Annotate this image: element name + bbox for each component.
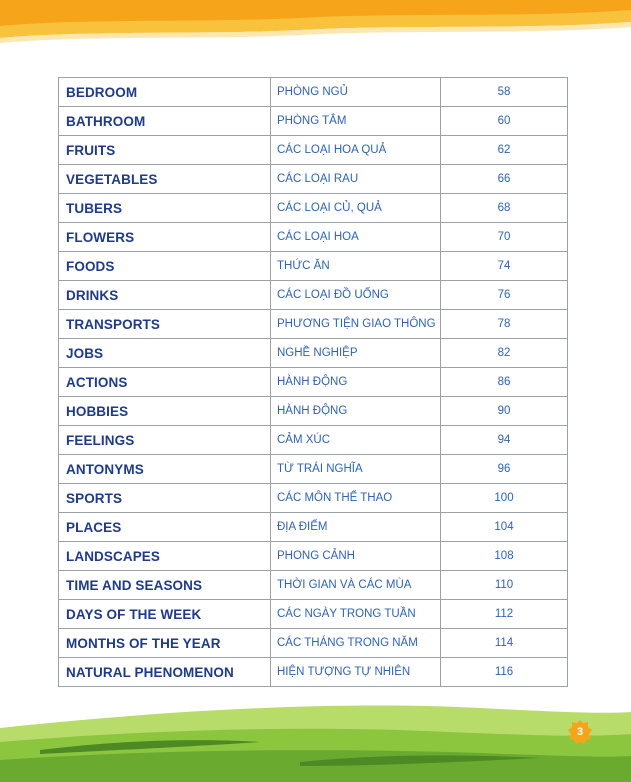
toc-vietnamese: CÁC LOẠI HOA: [271, 223, 441, 252]
toc-row: [59, 78, 568, 107]
toc-topic: TIME AND SEASONS: [59, 571, 271, 600]
toc-vietnamese: CÁC LOẠI ĐỒ UỐNG: [271, 281, 441, 310]
toc-row: [59, 658, 568, 687]
toc-page-number: 60: [441, 107, 568, 136]
toc-page-number: 76: [441, 281, 568, 310]
toc-row: [59, 165, 568, 194]
toc-row: [59, 107, 568, 136]
toc-topic: FLOWERS: [59, 223, 271, 252]
toc-topic: NATURAL PHENOMENON: [59, 658, 271, 687]
toc-page-number: 116: [441, 658, 568, 687]
toc-topic: ANTONYMS: [59, 455, 271, 484]
toc-vietnamese: PHƯƠNG TIỆN GIAO THÔNG: [271, 310, 441, 339]
toc-topic: LANDSCAPES: [59, 542, 271, 571]
toc-topic: BEDROOM: [59, 78, 271, 107]
toc-topic: PLACES: [59, 513, 271, 542]
toc-row: [59, 426, 568, 455]
toc-page-number: 78: [441, 310, 568, 339]
toc-vietnamese: CÁC LOẠI CỦ, QUẢ: [271, 194, 441, 223]
toc-page-number: 110: [441, 571, 568, 600]
toc-page-number: 114: [441, 629, 568, 658]
toc-row: [59, 484, 568, 513]
toc-topic: DAYS OF THE WEEK: [59, 600, 271, 629]
toc-topic: TUBERS: [59, 194, 271, 223]
toc-vietnamese: ĐỊA ĐIỂM: [271, 513, 441, 542]
toc-page-number: 62: [441, 136, 568, 165]
toc-page-number: 70: [441, 223, 568, 252]
toc-topic: BATHROOM: [59, 107, 271, 136]
toc-vietnamese: CÁC LOẠI RAU: [271, 165, 441, 194]
toc-vietnamese: CÁC THÁNG TRONG NĂM: [271, 629, 441, 658]
toc-topic: DRINKS: [59, 281, 271, 310]
toc-page-number: 108: [441, 542, 568, 571]
toc-vietnamese: HÀNH ĐỘNG: [271, 397, 441, 426]
toc-row: [59, 571, 568, 600]
toc-vietnamese: HÀNH ĐỘNG: [271, 368, 441, 397]
toc-row: [59, 455, 568, 484]
toc-page-number: 112: [441, 600, 568, 629]
toc-row: [59, 252, 568, 281]
toc-topic: SPORTS: [59, 484, 271, 513]
toc-row: [59, 368, 568, 397]
toc-vietnamese: PHÒNG TẮM: [271, 107, 441, 136]
toc-page-number: 96: [441, 455, 568, 484]
toc-vietnamese: THỨC ĂN: [271, 252, 441, 281]
toc-page-number: 90: [441, 397, 568, 426]
toc-vietnamese: CÁC LOẠI HOA QUẢ: [271, 136, 441, 165]
toc-page-number: 68: [441, 194, 568, 223]
toc-topic: JOBS: [59, 339, 271, 368]
toc-topic: FRUITS: [59, 136, 271, 165]
toc-row: [59, 223, 568, 252]
toc-page-number: 66: [441, 165, 568, 194]
toc-topic: FOODS: [59, 252, 271, 281]
toc-row: [59, 310, 568, 339]
toc-page-number: 58: [441, 78, 568, 107]
toc-page-number: 74: [441, 252, 568, 281]
toc-row: [59, 339, 568, 368]
toc-vietnamese: THỜI GIAN VÀ CÁC MÙA: [271, 571, 441, 600]
toc-vietnamese: CẢM XÚC: [271, 426, 441, 455]
toc-row: [59, 397, 568, 426]
toc-row: [59, 194, 568, 223]
toc-vietnamese: TỪ TRÁI NGHĨA: [271, 455, 441, 484]
toc-row: [59, 136, 568, 165]
toc-topic: MONTHS OF THE YEAR: [59, 629, 271, 658]
toc-row: [59, 600, 568, 629]
toc-page-number: 104: [441, 513, 568, 542]
toc-topic: TRANSPORTS: [59, 310, 271, 339]
toc-topic: ACTIONS: [59, 368, 271, 397]
page-number: 3: [576, 726, 584, 738]
toc-vietnamese: PHÒNG NGỦ: [271, 78, 441, 107]
toc-row: [59, 513, 568, 542]
toc-topic: FEELINGS: [59, 426, 271, 455]
toc-topic: VEGETABLES: [59, 165, 271, 194]
toc-topic: HOBBIES: [59, 397, 271, 426]
toc-row: [59, 629, 568, 658]
toc-vietnamese: CÁC NGÀY TRONG TUẦN: [271, 600, 441, 629]
toc-page-number: 94: [441, 426, 568, 455]
top-orange-banner: [0, 0, 631, 50]
toc-row: [59, 542, 568, 571]
toc-vietnamese: PHONG CẢNH: [271, 542, 441, 571]
toc-row: [59, 281, 568, 310]
toc-vietnamese: HIỆN TƯỢNG TỰ NHIÊN: [271, 658, 441, 687]
bottom-grass-banner: [0, 690, 631, 782]
table-of-contents: [58, 77, 568, 687]
toc-vietnamese: CÁC MÔN THỂ THAO: [271, 484, 441, 513]
toc-page-number: 82: [441, 339, 568, 368]
toc-page-number: 100: [441, 484, 568, 513]
toc-vietnamese: NGHỀ NGHIỆP: [271, 339, 441, 368]
toc-page-number: 86: [441, 368, 568, 397]
